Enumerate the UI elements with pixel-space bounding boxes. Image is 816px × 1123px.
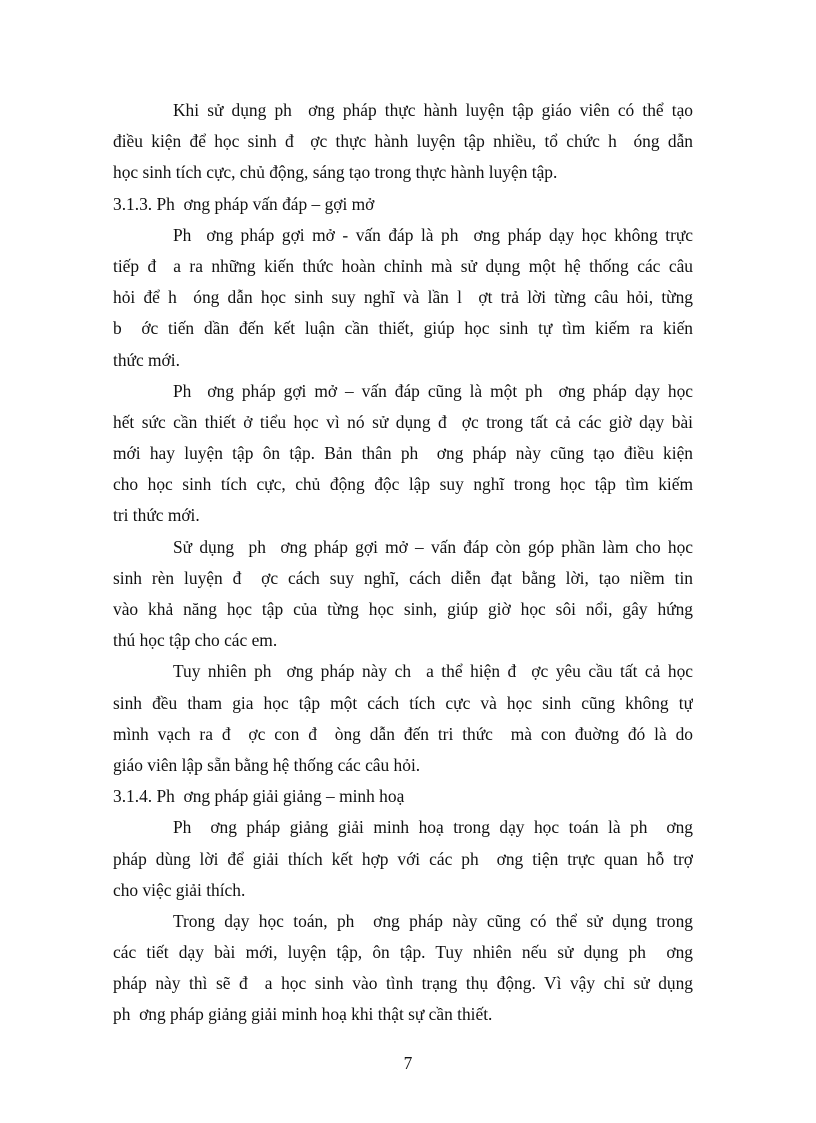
text-line: điều kiện để học sinh đ ợc thực hành luyện tập nhiều, tổ chức h óng dẫn xyxy=(113,131,693,152)
text-line: b ớc tiến dần đến kết luận cần thiết, giúp học sinh tự tìm kiếm ra kiến xyxy=(113,318,693,339)
text-line: Ph ơng pháp giảng giải minh hoạ trong dạy học toán là ph ơng xyxy=(173,817,693,838)
text-line: sinh rèn luyện đ ợc cách suy nghĩ, cách diễn đạt bằng lời, tạo niềm tin xyxy=(113,567,693,588)
text-line: Ph ơng pháp gợi mở – vấn đáp cũng là một ph ơng pháp dạy học xyxy=(173,380,693,401)
text-line: ph ơng pháp giảng giải minh hoạ khi thật sự cần thiết. xyxy=(113,1004,493,1025)
text-line: học sinh tích cực, chủ động, sáng tạo trong thực hành luyện tập. xyxy=(113,162,558,183)
text-line: sinh đều tham gia học tập một cách tích cực và học sinh cũng không tự xyxy=(113,692,693,713)
text-line: mình vạch ra đ ợc con đ òng dẫn đến tri thức mà con đuờng đó là do xyxy=(113,723,693,744)
text-line: pháp dùng lời để giải thích kết hợp với các ph ơng tiện trực quan hỗ trợ xyxy=(113,848,693,869)
text-line: cho học sinh tích cực, chủ động độc lập suy nghĩ trong học tập tìm kiếm xyxy=(113,474,693,495)
text-line: Trong dạy học toán, ph ơng pháp này cũng có thể sử dụng trong xyxy=(173,910,693,931)
paragraph xyxy=(113,376,693,532)
text-line: Khi sử dụng ph ơng pháp thực hành luyện tập giáo viên có thể tạo xyxy=(173,100,693,120)
text-line: các tiết dạy bài mới, luyện tập, ôn tập. Tuy nhiên nếu sử dụng ph ơng xyxy=(113,942,693,963)
text-line: hết sức cần thiết ở tiểu học vì nó sử dụng đ ợc trong tất cả các giờ dạy bài xyxy=(113,411,693,432)
text-line: vào khả năng học tập của từng học sinh, giúp giờ học sôi nổi, gây hứng xyxy=(113,599,693,619)
text-line: mới hay luyện tập ôn tập. Bản thân ph ơng pháp này cũng tạo điều kiện xyxy=(113,443,693,464)
paragraph xyxy=(113,95,693,189)
text-line: giáo viên lập sẵn bằng hệ thống các câu hỏi. xyxy=(113,754,421,775)
paragraph xyxy=(113,532,693,657)
text-line: tiếp đ a ra những kiến thức hoàn chỉnh mà sử dụng một hệ thống các câu xyxy=(113,255,693,276)
paragraph xyxy=(113,220,693,376)
text-line: Sử dụng ph ơng pháp gợi mở – vấn đáp còn góp phần làm cho học xyxy=(173,536,693,557)
body-text xyxy=(113,95,693,1031)
paragraph xyxy=(113,906,693,1031)
text-line: Ph ơng pháp gợi mở - vấn đáp là ph ơng pháp dạy học không trực xyxy=(173,224,693,245)
section-heading: 3.1.4. Ph ơng pháp giải giảng – minh hoạ xyxy=(113,786,405,807)
text-line: hỏi để h óng dẫn học sinh suy nghĩ và lần l ợt trả lời từng câu hỏi, từng xyxy=(113,287,693,308)
text-line: cho việc giải thích. xyxy=(113,879,246,900)
text-line: Tuy nhiên ph ơng pháp này ch a thể hiện đ ợc yêu cầu tất cả học xyxy=(173,661,693,682)
page-number: 7 xyxy=(403,1053,413,1073)
section-heading: 3.1.3. Ph ơng pháp vấn đáp – gợi mở xyxy=(113,193,375,214)
text-line: thú học tập cho các em. xyxy=(113,630,278,651)
paragraph xyxy=(113,812,693,906)
text-line: thức mới. xyxy=(113,349,180,370)
paragraph xyxy=(113,656,693,781)
text-line: tri thức mới. xyxy=(113,505,200,526)
text-line: pháp này thì sẽ đ a học sinh vào tình trạng thụ động. Vì vậy chỉ sử dụng xyxy=(113,973,693,994)
